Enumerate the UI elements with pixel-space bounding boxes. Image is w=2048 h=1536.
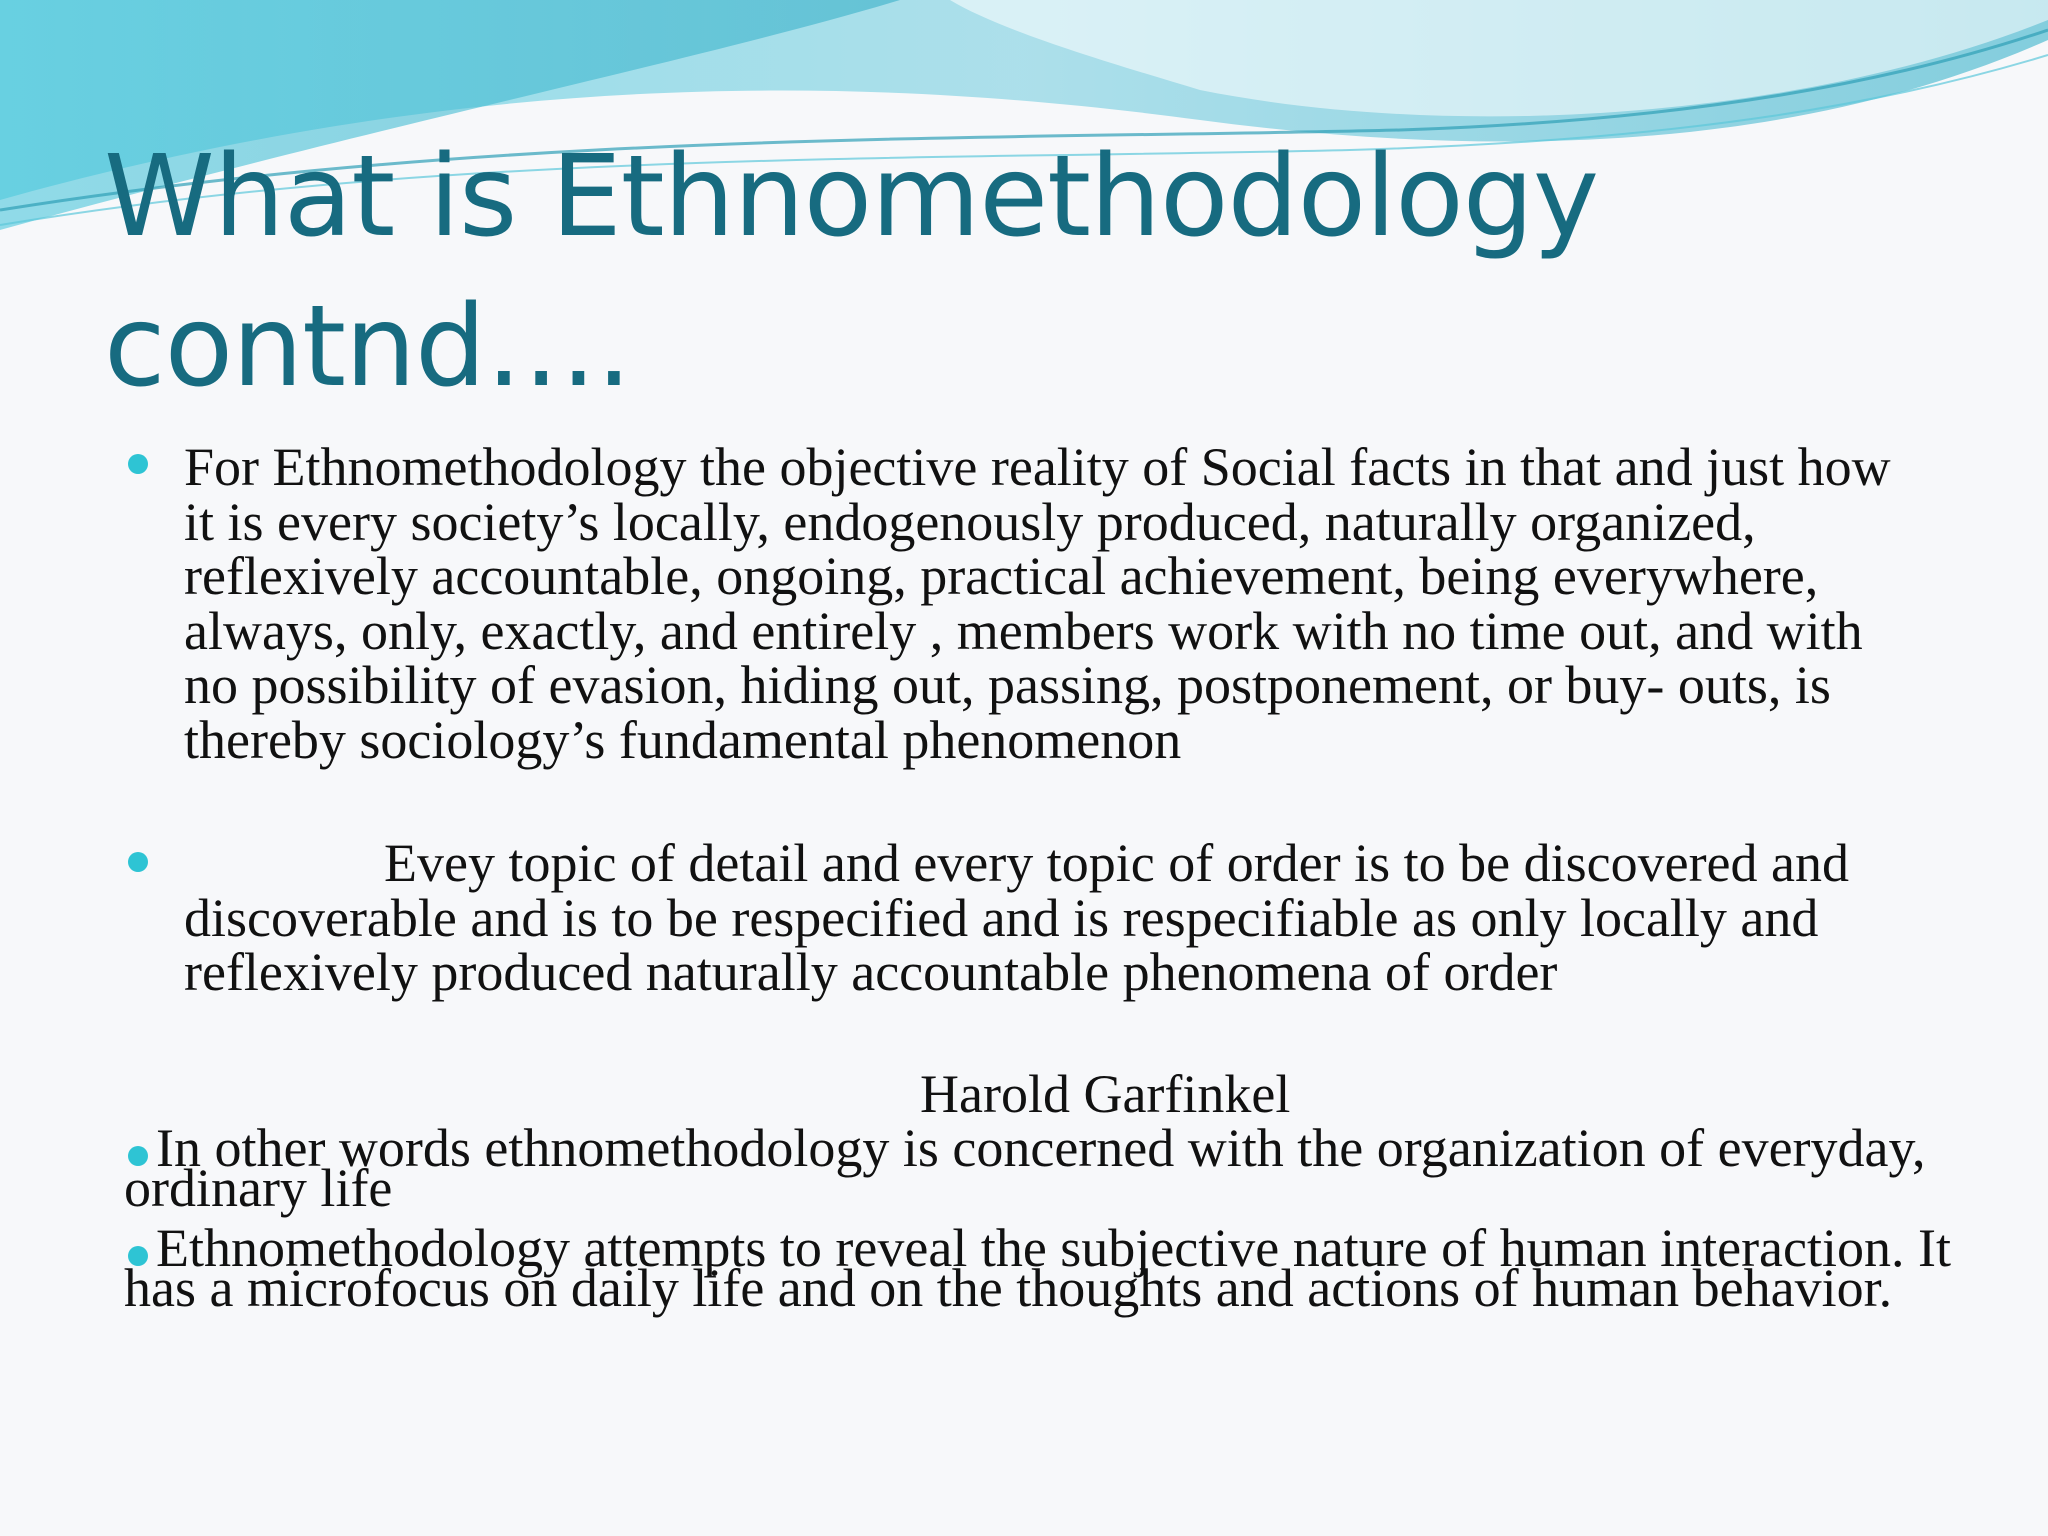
bullet-item-2 (184, 833, 1904, 1002)
title-line-1: What is Ethnomethodology (104, 132, 1599, 262)
bullet-item-3 (124, 1118, 1954, 1218)
bullet-item-1: For Ethnomethodology the objective reality of Social facts in that and just how it is every society’s locally, endogenously produced, naturally organized, reflexively accountable, ongoing, practical achievement, being everywhere, always, only, exactly, and entirely , members work with no time out, and with no possibility of evasion, hiding out, passing, postponement, or buy- outs, is thereby sociology’s fundamental phenomenon (184, 437, 1891, 770)
bullet-dot-icon (128, 454, 148, 474)
quote-attribution: Harold Garfinkel (920, 1064, 1291, 1124)
bullet-item-4 (124, 1218, 1954, 1318)
bullet-item-2-text: Evey topic of detail and every topic of order is to be discovered and discoverable and is to be respecified and is respecifiable as only locally and reflexively produced naturally accountable phenomena of order (184, 833, 1849, 1002)
bullet-item-4-text: Ethnomethodology attempts to reveal the subjective nature of human interaction. It has a microfocus on daily life and on the thoughts and actions of human behavior. (124, 1218, 1951, 1318)
bullet-dot-icon (128, 852, 148, 872)
bullet-item-3-text: In other words ethnomethodology is concerned with the organization of everyday, ordinary life (124, 1118, 1926, 1218)
title-line-2: contnd…. (104, 282, 631, 412)
